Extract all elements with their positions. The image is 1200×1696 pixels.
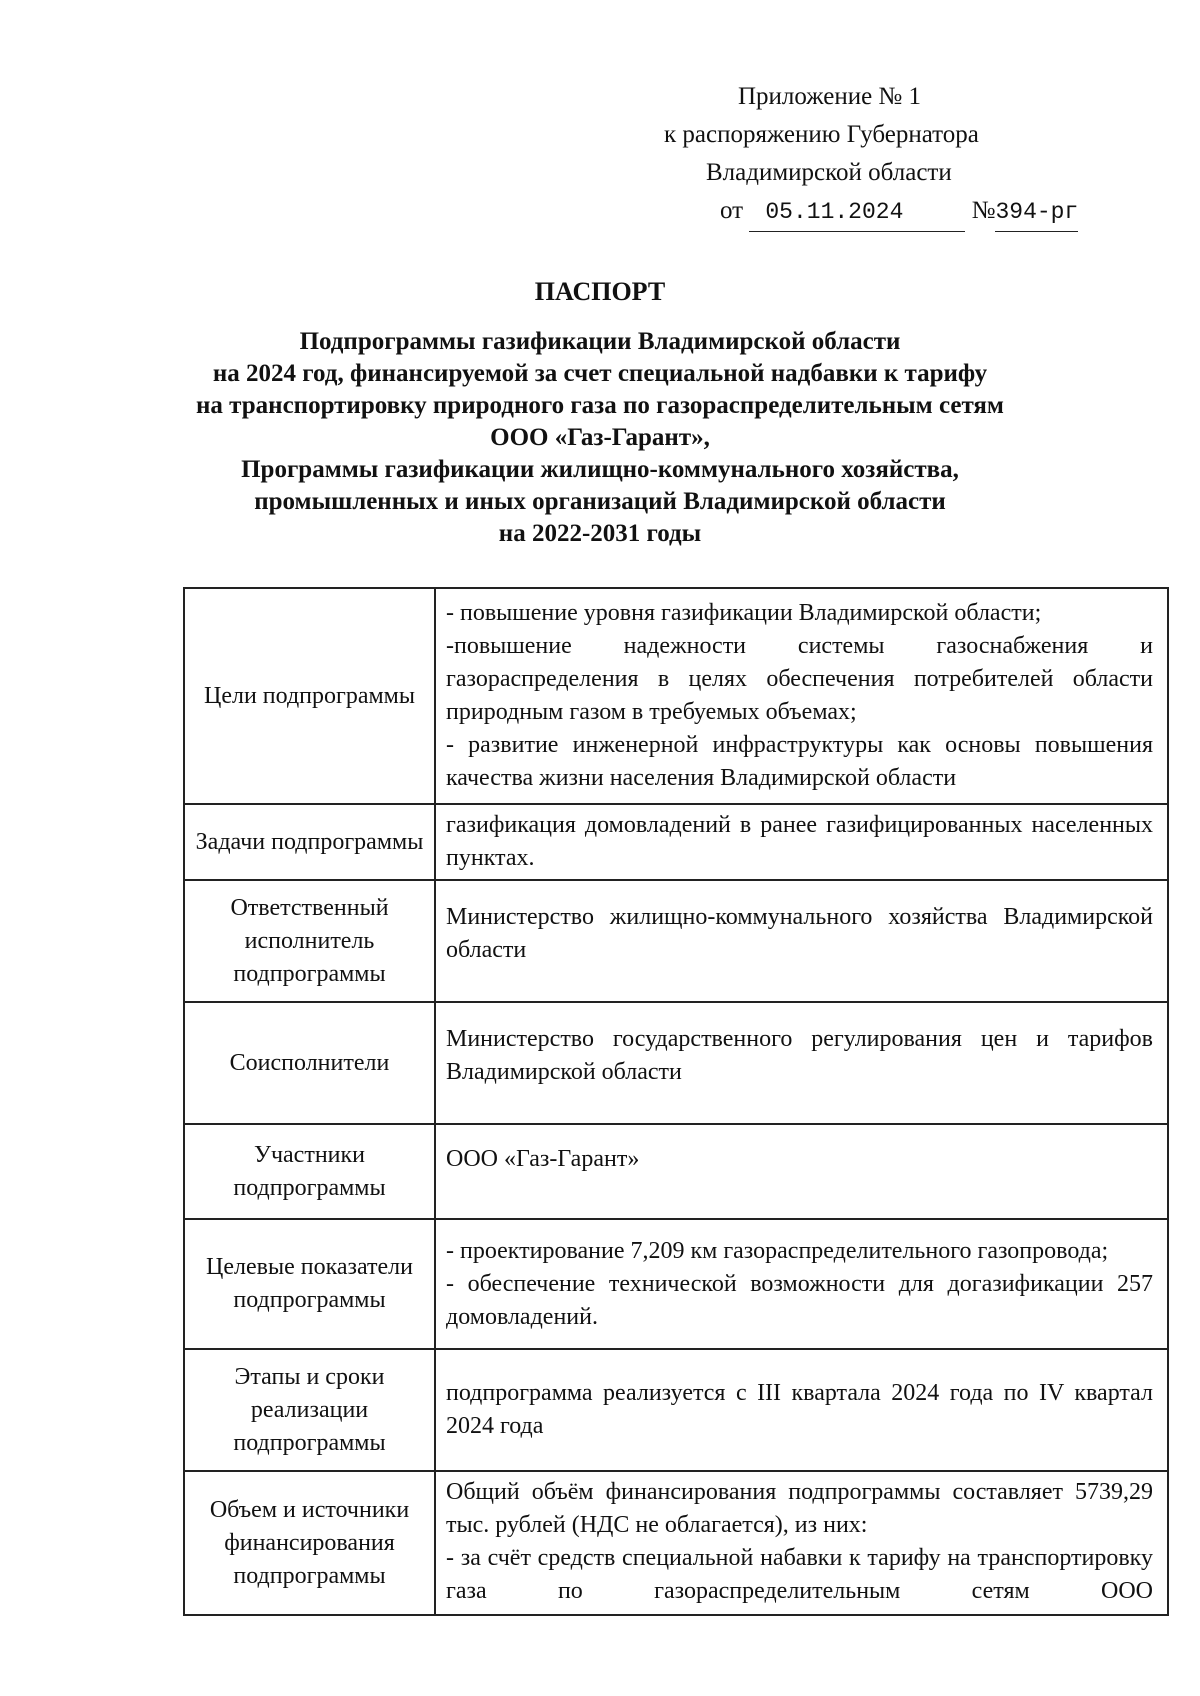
appendix-title: Приложение № 1 (738, 83, 922, 110)
executor-item: Министерство жилищно-коммунального хозяйства Владимирской области (446, 904, 1153, 963)
indicator-item: - проектирование 7,209 км газораспределительного газопровода; (446, 1237, 1109, 1264)
row-label: Ответственный исполнитель подпрограммы (184, 880, 435, 1002)
participant-item: ООО «Газ-Гарант» (446, 1146, 640, 1172)
row-label: Соисполнители (184, 1002, 435, 1124)
row-value (435, 1002, 1168, 1124)
row-label: Цели подпрограммы (184, 588, 435, 804)
title-line: ООО «Газ-Гарант», (490, 424, 710, 451)
row-label: Участники подпрограммы (184, 1124, 435, 1219)
table-row-financing (184, 1471, 1168, 1615)
financing-item: Общий объём финансирования подпрограммы составляет 5739,29 тыс. рублей (НДС не облагается), из них: (446, 1479, 1153, 1538)
financing-item: - за счёт средств специальной набавки к тарифу на транспортировку газа по газораспределительным сетям ООО (446, 1545, 1153, 1604)
stage-item: подпрограмма реализуется с III квартала 2024 года по IV квартал 2024 года (446, 1380, 1153, 1439)
date-prefix: от (720, 197, 744, 224)
document-title (160, 276, 1040, 550)
table-row-stages (184, 1349, 1168, 1471)
title-line: на 2022-2031 годы (498, 520, 702, 547)
row-label: Объем и источники финансирования подпрограммы (184, 1471, 435, 1615)
indicator-item: - обеспечение технической возможности для догазификации 257 домовладений. (446, 1270, 1153, 1330)
table-row-participants (184, 1124, 1168, 1219)
passport-heading: ПАСПОРТ (534, 277, 666, 306)
title-line: Программы газификации жилищно-коммунального хозяйства, (241, 456, 959, 483)
number-prefix: № (971, 197, 996, 224)
row-value (435, 1219, 1168, 1349)
row-value (435, 804, 1168, 880)
row-label: Этапы и сроки реализации подпрограммы (184, 1349, 435, 1471)
appendix-region: Владимирской области (706, 159, 952, 186)
row-label: Задачи подпрограммы (184, 804, 435, 880)
date-field (749, 192, 965, 232)
row-value (435, 1471, 1168, 1615)
row-label: Целевые показатели подпрограммы (184, 1219, 435, 1349)
title-line: Подпрограммы газификации Владимирской области (299, 328, 901, 355)
passport-table (183, 587, 1169, 1616)
row-value (435, 1349, 1168, 1471)
row-value (435, 1124, 1168, 1219)
number-value: 394-рг (995, 199, 1078, 225)
title-line: на 2024 год, финансируемой за счет специальной надбавки к тарифу (212, 360, 988, 387)
table-row-tasks (184, 804, 1168, 880)
appendix-header (620, 78, 1140, 232)
title-line: на транспортировку природного газа по газораспределительным сетям (196, 392, 1004, 419)
table-row-goals (184, 588, 1168, 804)
date-value: 05.11.2024 (765, 199, 904, 225)
title-line: промышленных и иных организаций Владимирской области (254, 488, 946, 515)
goal-item: - повышение уровня газификации Владимирской области; (446, 600, 1042, 626)
appendix-date-line (620, 192, 1140, 232)
appendix-reference: к распоряжению Губернатора (664, 121, 979, 148)
task-item: газификация домовладений в ранее газифицированных населенных пунктах. (446, 812, 1153, 871)
coexecutor-item: Министерство государственного регулирования цен и тарифов Владимирской области (446, 1026, 1153, 1085)
goal-item: - развитие инженерной инфраструктуры как основы повышения качества жизни населения Владимирской области (446, 732, 1153, 791)
table-row-executor (184, 880, 1168, 1002)
row-value (435, 880, 1168, 1002)
row-value (435, 588, 1168, 804)
table-row-indicators (184, 1219, 1168, 1349)
goal-item: -повышение надежности системы газоснабжения и газораспределения в целях обеспечения потребителей области природным газом в требуемых объемах; (446, 633, 1153, 725)
table-row-coexecutors (184, 1002, 1168, 1124)
